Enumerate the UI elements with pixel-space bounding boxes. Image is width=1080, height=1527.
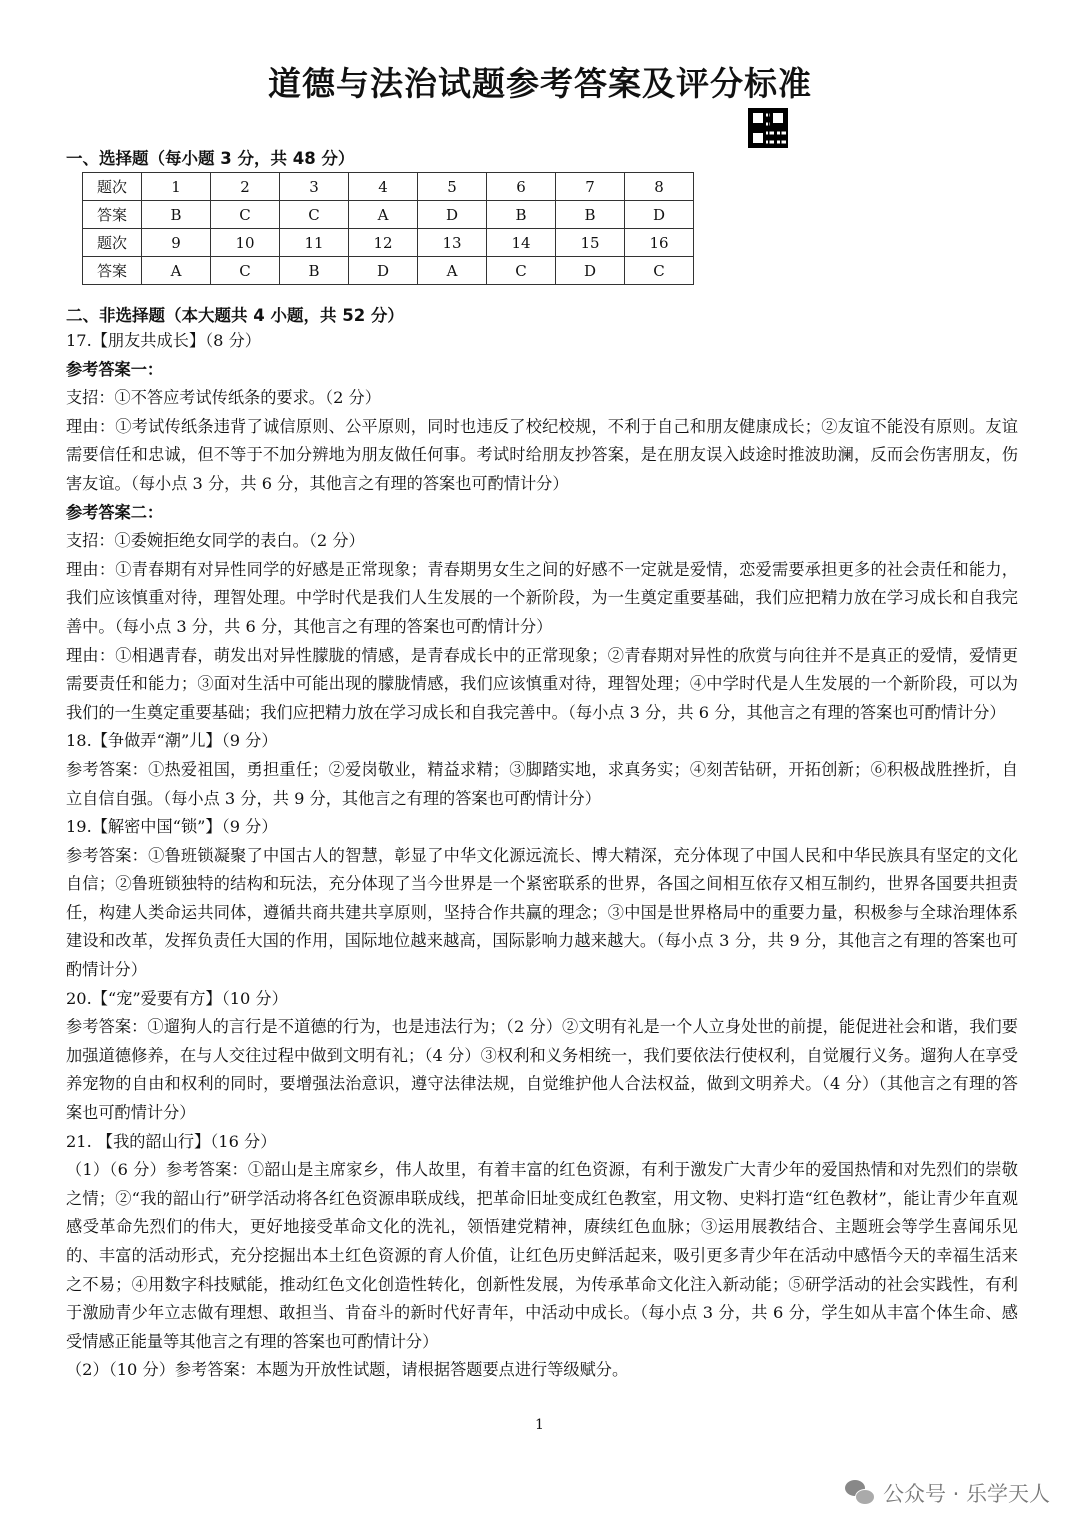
table-cell: B — [280, 257, 349, 285]
answer2-advice: 支招：①委婉拒绝女同学的表白。（2 分） — [66, 531, 365, 551]
table-cell: 13 — [418, 229, 487, 257]
table-cell: C — [487, 257, 556, 285]
table-cell: B — [487, 201, 556, 229]
table-cell: 5 — [418, 173, 487, 201]
answer-content — [66, 148, 1018, 1385]
section1-heading: 一、选择题（每小题 3 分，共 48 分） — [66, 149, 355, 168]
q19-answer: 参考答案：①鲁班锁凝聚了中国古人的智慧，彰显了中华文化源远流长、博大精深，充分体现了中国人民和中华民族具有坚定的文化自信；②鲁班锁独特的结构和玩法，充分体现了当今世界是一个紧密联系的世界，各国之间相互依存又相互制约，世界各国要共担责任，构建人类命运共同体，遵循共商共建共享原则，坚持合作共赢的理念；③中国是世界格局中的重要力量，积极参与全球治理体系建设和改革，发挥负责任大国的作用，国际地位越来越高，国际影响力越来越大。（每小点 3 分，共 9 分，其他言之有理的答案也可酌情计分） — [66, 845, 1018, 980]
answer2-label: 参考答案二： — [66, 502, 164, 522]
page-number: 1 — [535, 1417, 544, 1433]
page-title: 道德与法治试题参考答案及评分标准 — [268, 64, 812, 103]
table-cell: D — [349, 257, 418, 285]
answer-table — [82, 172, 694, 285]
table-cell: D — [418, 201, 487, 229]
table-cell: 6 — [487, 173, 556, 201]
wechat-icon — [845, 1480, 875, 1506]
table-cell: 15 — [556, 229, 625, 257]
table-cell: B — [556, 201, 625, 229]
answer2-reason-b: 理由：①相遇青春，萌发出对异性朦胧的情感，是青春成长中的正常现象；②青春期对异性的欣赏与向往并不是真正的爱情，爱情更需要责任和能力；③面对生活中可能出现的朦胧情感，我们应该慎重对待，理智处理；④中学时代是人生发展的一个新阶段，可以为我们的一生奠定重要基础；我们应把精力放在学习成长和自我完善中。（每小点 3 分，共 6 分，其他言之有理的答案也可酌情计分） — [66, 645, 1018, 722]
section2-heading: 二、非选择题（本大题共 4 小题，共 52 分） — [66, 306, 404, 325]
table-cell: 答案 — [83, 201, 142, 229]
table-cell: 答案 — [83, 257, 142, 285]
answer1-label: 参考答案一： — [66, 359, 164, 379]
table-cell: 3 — [280, 173, 349, 201]
table-cell: C — [211, 201, 280, 229]
table-cell: 11 — [280, 229, 349, 257]
table-cell: 14 — [487, 229, 556, 257]
answer2-reason-a: 理由：①青春期有对异性同学的好感是正常现象；青春期男女生之间的好感不一定就是爱情，恋爱需要承担更多的社会责任和能力，我们应该慎重对待，理智处理。中学时代是我们人生发展的一个新阶段，为一生奠定重要基础，我们应把精力放在学习成长和自我完善中。（每小点 3 分，共 6 分，其他言之有理的答案也可酌情计分） — [66, 559, 1018, 636]
q18-answer: 参考答案：①热爱祖国，勇担重任；②爱岗敬业，精益求精；③脚踏实地，求真务实；④刻苦钻研，开拓创新；⑥积极战胜挫折，自立自信自强。（每小点 3 分，共 9 分，其他言之有理的答案也可酌情计分） — [66, 759, 1018, 808]
table-cell: 4 — [349, 173, 418, 201]
answer1-advice: 支招：①不答应考试传纸条的要求。（2 分） — [66, 388, 381, 408]
watermark — [845, 1478, 1050, 1508]
qr-code-icon — [750, 110, 786, 146]
table-cell: A — [349, 201, 418, 229]
table-cell: 2 — [211, 173, 280, 201]
q18-title: 18.【争做弄“潮”儿】（9 分） — [66, 731, 278, 751]
table-cell: C — [211, 257, 280, 285]
table-row — [83, 257, 694, 285]
q21-part2-answer: （2）（10 分）参考答案：本题为开放性试题，请根据答题要点进行等级赋分。 — [66, 1360, 629, 1380]
q20-answer: 参考答案：①遛狗人的言行是不道德的行为，也是违法行为；（2 分）②文明有礼是一个人立身处世的前提，能促进社会和谐，我们要加强道德修养，在与人交往过程中做到文明有礼；（4 分）③权利和义务相统一，我们要依法行使权利，自觉履行义务。遛狗人在享受养宠物的自由和权利的同时，要增强法治意识，遵守法律法规，自觉维护他人合法权益，做到文明养犬。（4 分）（其他言之有理的答案也可酌情计分） — [66, 1017, 1018, 1123]
table-cell: 题次 — [83, 173, 142, 201]
table-cell: 12 — [349, 229, 418, 257]
table-row — [83, 173, 694, 201]
table-cell: A — [418, 257, 487, 285]
table-cell: D — [556, 257, 625, 285]
table-cell: 16 — [625, 229, 694, 257]
table-row — [83, 201, 694, 229]
table-cell: 题次 — [83, 229, 142, 257]
table-cell: C — [280, 201, 349, 229]
table-cell: A — [142, 257, 211, 285]
q21-title: 21. 【我的韶山行】（16 分） — [66, 1131, 277, 1151]
q21-part1-answer: （1）（6 分）参考答案：①韶山是主席家乡，伟人故里，有着丰富的红色资源，有利于激发广大青少年的爱国热情和对先烈们的崇敬之情；②“我的韶山行”研学活动将各红色资源串联成线，把革命旧址变成红色教室，用文物、史料打造“红色教材”，能让青少年直观感受革命先烈们的伟大，更好地接受革命文化的洗礼，领悟建党精神，赓续红色血脉；③运用展教结合、主题班会等学生喜闻乐见的、丰富的活动形式，充分挖掘出本土红色资源的育人价值，让红色历史鲜活起来，吸引更多青少年在活动中感悟今天的幸福生活来之不易；④用数字科技赋能，推动红色文化创造性转化，创新性发展，为传承革命文化注入新动能；⑤研学活动的社会实践性，有利于激励青少年立志做有理想、敢担当、肯奋斗的新时代好青年，中活动中成长。（每小点 3 分，共 6 分，学生如从丰富个体生命、感受情感正能量等其他言之有理的答案也可酌情计分） — [66, 1160, 1018, 1351]
q19-title: 19.【解密中国“锁”】（9 分） — [66, 817, 278, 837]
table-row — [83, 229, 694, 257]
table-cell: 8 — [625, 173, 694, 201]
q17-title: 17.【朋友共成长】（8 分） — [66, 331, 261, 350]
table-cell: C — [625, 257, 694, 285]
table-cell: 1 — [142, 173, 211, 201]
table-cell: B — [142, 201, 211, 229]
table-cell: 9 — [142, 229, 211, 257]
answer1-reason: 理由：①考试传纸条违背了诚信原则、公平原则，同时也违反了校纪校规，不利于自己和朋友健康成长；②友谊不能没有原则。友谊需要信任和忠诚，但不等于不加分辨地为朋友做任何事。考试时给朋友抄答案，是在朋友误入歧途时推波助澜，反而会伤害朋友，伤害友谊。（每小点 3 分，共 6 分，其他言之有理的答案也可酌情计分） — [66, 416, 1018, 493]
watermark-text: 公众号 · 乐学天人 — [882, 1482, 1050, 1506]
q20-title: 20.【“宠”爱要有方】（10 分） — [66, 988, 288, 1008]
table-cell: 10 — [211, 229, 280, 257]
table-cell: 7 — [556, 173, 625, 201]
table-cell: D — [625, 201, 694, 229]
